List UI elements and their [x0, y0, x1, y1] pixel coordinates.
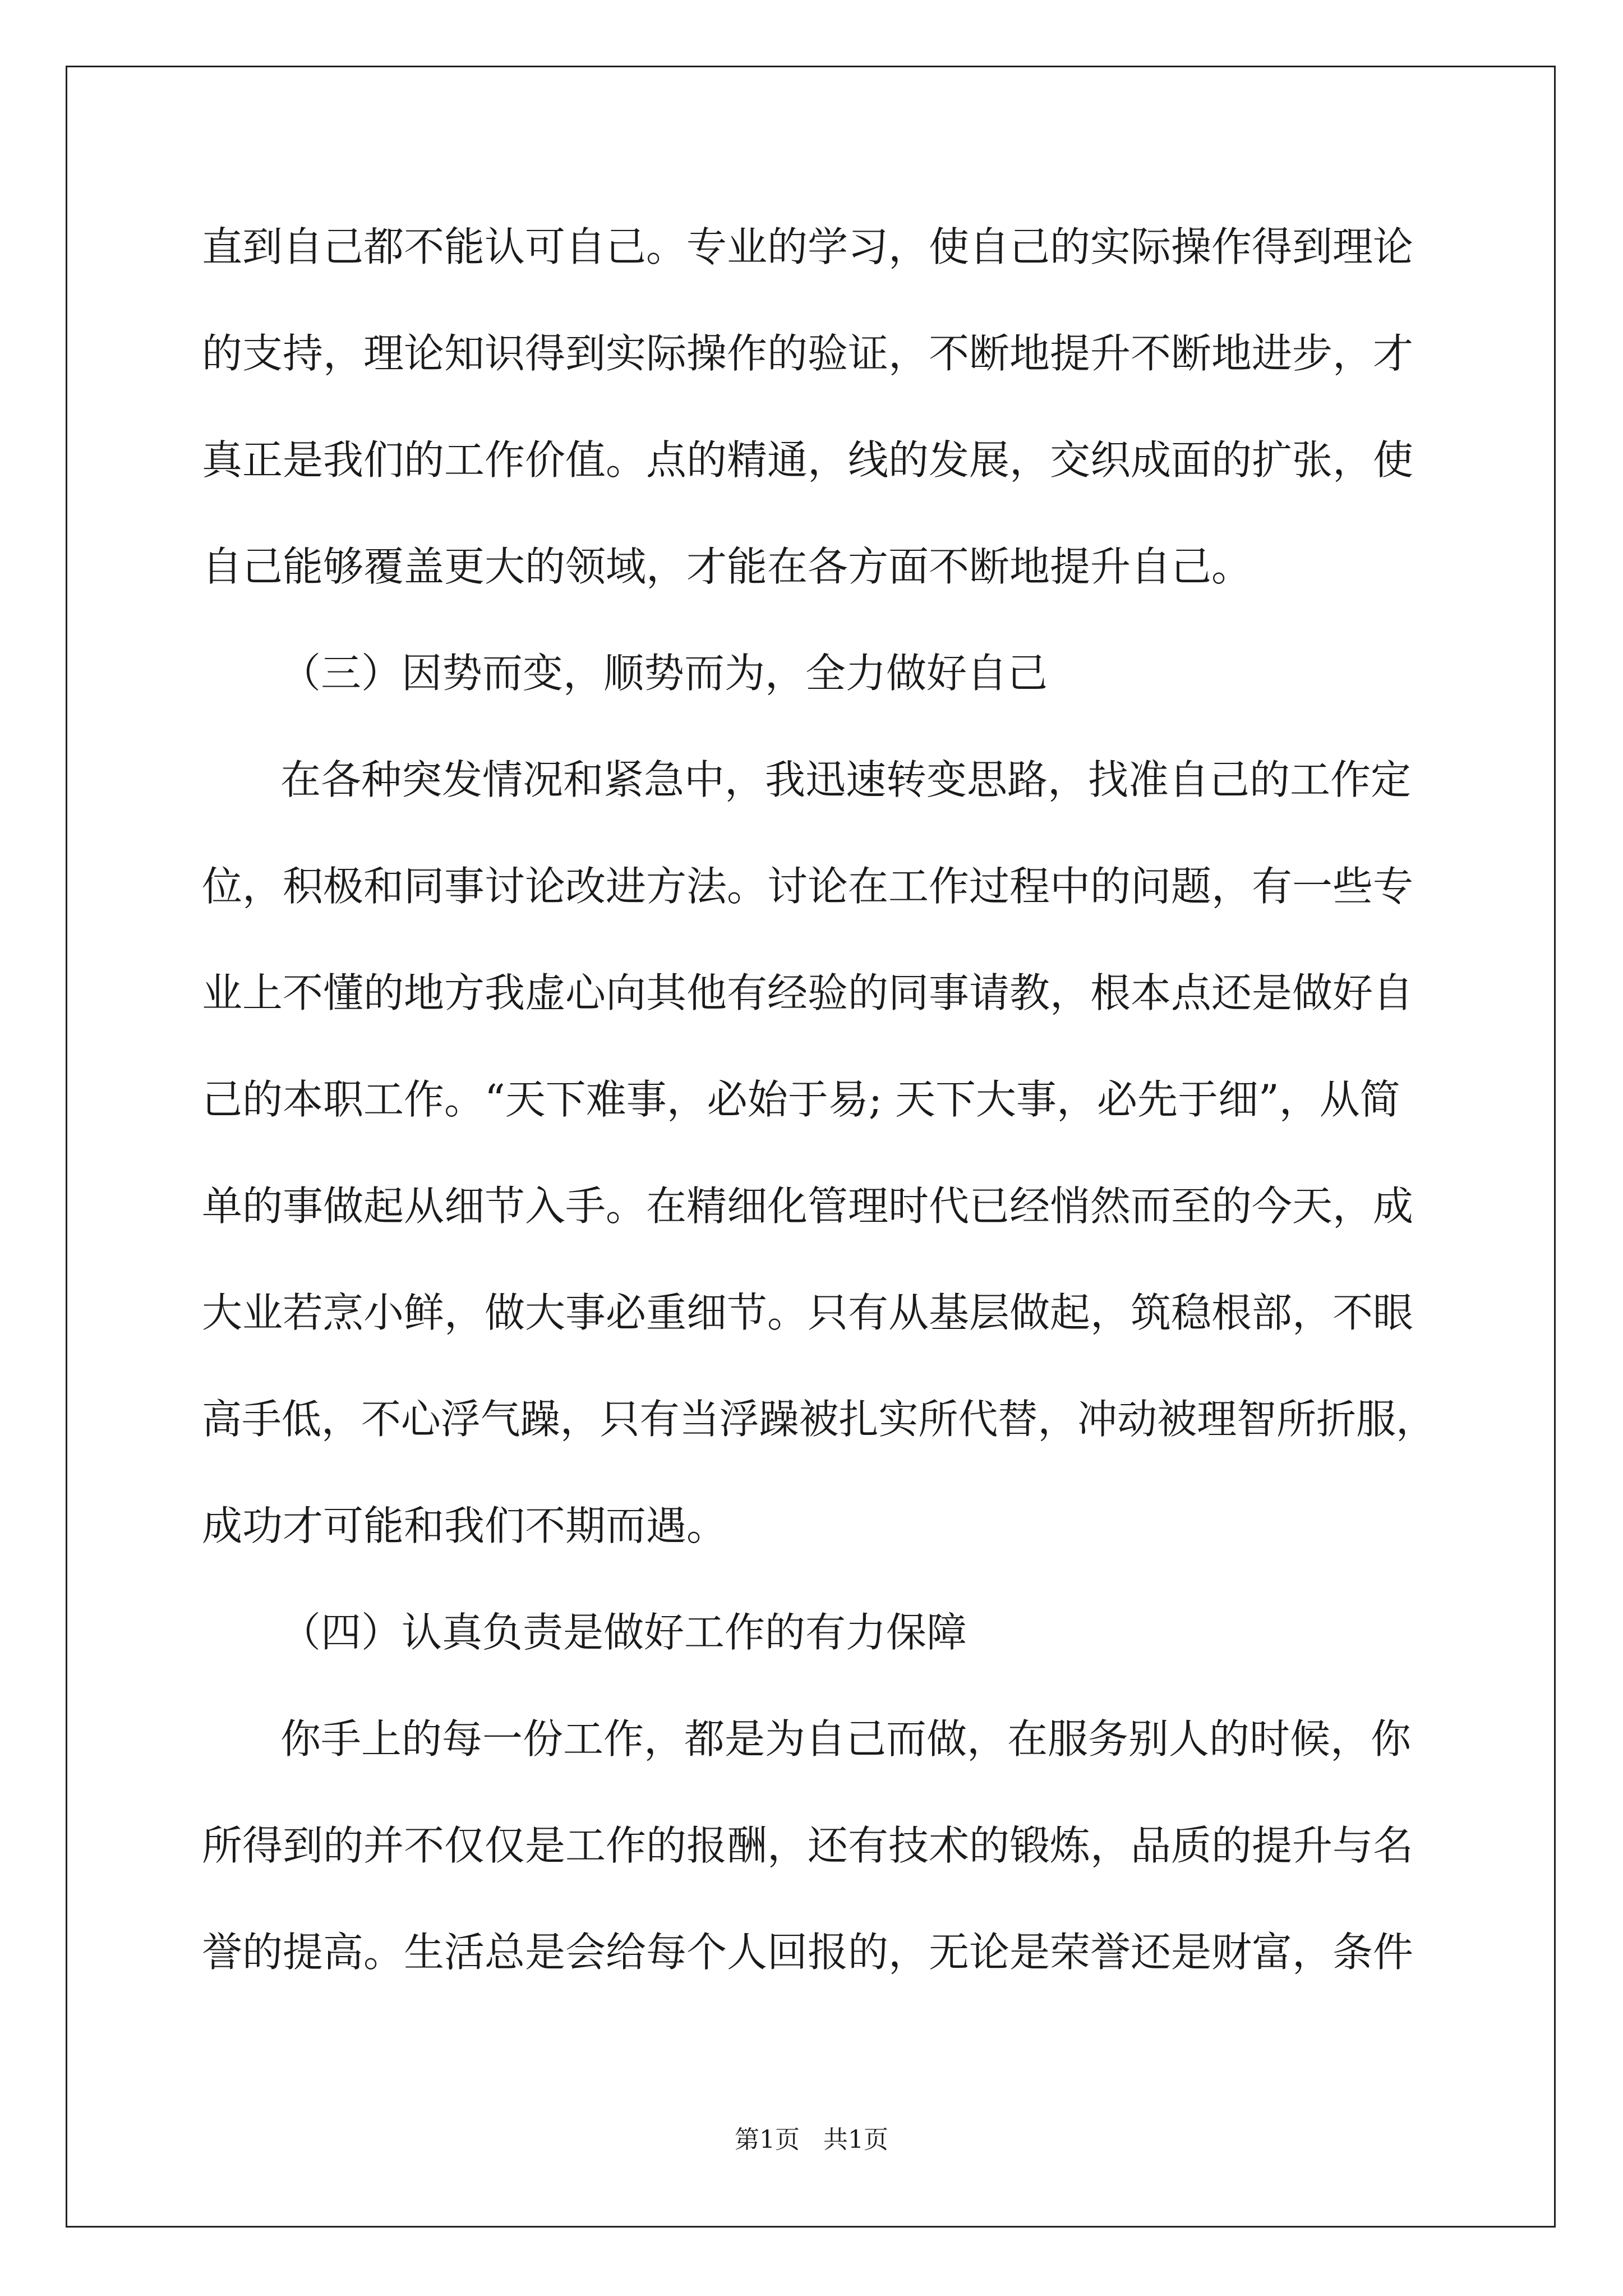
page-number: 第1页 [735, 2125, 800, 2154]
page-footer [0, 2123, 1623, 2157]
body-line-15: 你手上的每一份工作，都是为自己而做，在服务别人的时候，你 [280, 1715, 1412, 1763]
body-line-11: 大业若烹小鲜，做大事必重细节。只有从基层做起，筑稳根部，不眼 [202, 1289, 1414, 1336]
body-line-6: 在各种突发情况和紧急中，我迅速转变思路，找准自己的工作定 [280, 756, 1412, 803]
body-line-7: 位，积极和同事讨论改进方法。讨论在工作过程中的问题，有一些专 [202, 863, 1414, 910]
body-line-1: 直到自己都不能认可自己。专业的学习，使自己的实际操作得到理论 [202, 223, 1414, 270]
page-border [66, 66, 1556, 2228]
page-total: 共1页 [823, 2125, 888, 2154]
body-line-2: 的支持，理论知识得到实际操作的验证，不断地提升不断地进步，才 [202, 330, 1414, 377]
body-line-4: 自己能够覆盖更大的领域，才能在各方面不断地提升自己。 [202, 543, 1252, 590]
section-heading-4: （四）认真负责是做好工作的有力保障 [280, 1609, 967, 1656]
body-line-8: 业上不懂的地方我虚心向其他有经验的同事请教，根本点还是做好自 [202, 969, 1414, 1016]
body-line-16: 所得到的并不仅仅是工作的报酬，还有技术的锻炼，品质的提升与名 [202, 1822, 1414, 1869]
body-line-3: 真正是我们的工作价值。点的精通，线的发展，交织成面的扩张，使 [202, 436, 1414, 484]
body-line-17: 誉的提高。生活总是会给每个人回报的，无论是荣誉还是财富，条件 [202, 1929, 1414, 1976]
section-heading-3: （三）因势而变，顺势而为，全力做好自己 [280, 650, 1048, 697]
body-line-10: 单的事做起从细节入手。在精细化管理时代已经悄然而至的今天，成 [202, 1182, 1414, 1230]
body-line-13: 成功才可能和我们不期而遇。 [202, 1502, 727, 1549]
body-line-12: 高手低，不心浮气躁，只有当浮躁被扎实所代替，冲动被理智所折服， [202, 1396, 1436, 1443]
body-line-9: 己的本职工作。“天下难事，必始于易; 天下大事，必先于细”，从简 [202, 1076, 1400, 1123]
